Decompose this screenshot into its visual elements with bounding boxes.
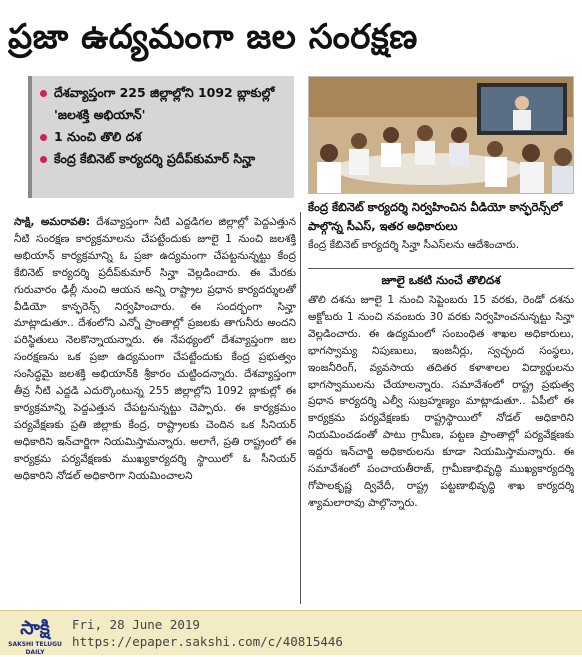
meeting-photo-illustration xyxy=(309,77,574,194)
sakshi-logo xyxy=(6,615,64,656)
highlight-item xyxy=(40,148,288,170)
logo-text: సాక్షి xyxy=(20,617,50,639)
edition-date: Fri, 28 June 2019 xyxy=(72,617,200,632)
section-subheading: జూలై ఒకటి నుంచే తొలిదశ xyxy=(381,273,501,287)
meeting-photo xyxy=(308,76,574,194)
highlight-item xyxy=(40,126,288,148)
article-body-right: తొలి దశను జూలై 1 నుంచి సెప్టెంబరు 15 వరకు, రెండో దశను అక్టోబరు 1 నుంచి నవంబరు 30 వరకు నిర్వహించనున్నట్టు సిన్హా వెల్లడించారు. ఈ ఉద్యమంలో సంబంధిత శాఖల అధికారులు, భాగస్వామ్య నిపుణులు, ఇంజనీర్లు, స్వచ్ఛంద సంస్థలు, ఇంజనీరింగ్, వ్యవసాయ తదితర కళాశాలల విద్యార్థులను భాగస్వాములను చేయాలన్నారు. సమావేశంలో రాష్ట్ర ప్రభుత్వ ప్రధాన కార్యదర్శి ఎల్వీ సుబ్రహ్మణ్యం మాట్లాడుతూ.. ఏపీలో ఈ కార్యక్రమ పర్యవేక్షణకు రాష్ట్రస్థాయిలో నోడల్ అధికారిని నియమించడంతో పాటు గ్రామీణ, పట్టణ ప్రాంతాల్లో పర్యవేక్షణకు ఇద్దరు ఇన్‌చార్జి అధికారులను కూడా నియమిస్తామన్నారు. ఈ సమావేశంలో పంచాయతీరాజ్, గ్రామీణాభివృద్ధి ముఖ్యకార్యదర్శి గోపాలకృష్ణ ద్వివేదీ, రాష్ట్ర పట్టణాభివృద్ధి శాఖ కార్యదర్శి శ్యామలారావు పాల్గొన్నారు. xyxy=(308,294,574,509)
highlights-box xyxy=(28,76,294,198)
article-body-left: దేశవ్యాప్తంగా నీటి ఎద్దడిగల జిల్లాల్లో పెద్దఎత్తున నీటి సంరక్షణ కార్యక్రమాలను చేపట్టేందుకు జూలై 1 నుంచి జలశక్తి అభియాన్ కార్యక్రమాన్ని ఓ ప్రజా ఉద్యమంగా చేపట్టనున్నట్టు కేంద్ర కేబినెట్ కార్యదర్శి ప్రదీప్‌కుమార్ సిన్హా వెల్లడించారు. ఈ మేరకు గురువారం ఢిల్లీ నుంచి ఆయన అన్ని రాష్ట్రాల ప్రధాన కార్యదర్శులతో వీడియో కాన్ఫరెన్స్ నిర్వహించారు. ఈ సందర్భంగా సిన్హా మాట్లాడుతూ.. దేశంలోని ఎన్నో ప్రాంతాల్లో ప్రజలకు తాగునీరు అందని పరిస్థితులు నెలకొన్నాయన్నారు. ఈ నేపథ్యంలో దేశవ్యాప్తంగా జల సంరక్షణను ఒక ప్రజా ఉద్యమంగా చేపట్టేందుకు కేంద్ర ప్రభుత్వం సంసిద్ధమై జలశక్తి అభియాన్‌కి శ్రీకారం చుట్టిందన్నారు. దేశవ్యాప్తంగా తీవ్ర నీటి ఎద్దడి ఎదుర్కొంటున్న 255 జిల్లాల్లోని 1092 బ్లాకుల్లో ఈ కార్యక్రమాన్ని పెద్దఎత్తున చేపట్టనున్నట్టు చెప్పారు. ఈ కార్యక్రమం పర్యవేక్షణకు ప్రతి జిల్లాకు కేంద్ర, రాష్ట్రాలకు చెందిన ఒక సీనియర్ అధికారిని ఇన్‌చార్జిగా నియమిస్తామన్నారు. అలాగే, ప్రతి రాష్ట్రంలో ఈ కార్యక్రమ పర్యవేక్షణకు ముఖ్యకార్యదర్శి స్థాయిలో ఓ సీనియర్ అధికారిని నోడల్ అధికారిగా నియమించాలని xyxy=(14,216,297,482)
article-left-column xyxy=(14,214,296,485)
column-divider xyxy=(300,212,301,604)
epaper-link[interactable]: https://epaper.sakshi.com/c/40815446 xyxy=(72,634,343,649)
headline: ప్రజా ఉద్యమంగా జల సంరక్షణ xyxy=(8,17,418,57)
bullet-icon xyxy=(40,90,47,97)
bullet-icon xyxy=(40,156,47,163)
subhead-rule xyxy=(308,268,574,269)
highlight-text: దేశవ్యాప్తంగా 225 జిల్లాల్లోని 1092 బ్లాకుల్లో 'జలశక్తి అభియాన్' xyxy=(54,85,275,122)
highlight-item xyxy=(40,82,288,126)
article-right-column xyxy=(308,292,574,512)
logo-subtext: SAKSHI TELUGU DAILY xyxy=(8,641,62,656)
bullet-icon xyxy=(40,134,47,141)
dateline: సాక్షి, అమరావతి: xyxy=(14,216,91,228)
photo-caption: కేంద్ర కేబినెట్ కార్యదర్శి నిర్వహించిన వీడియో కాన్ఫరెన్స్‌లో పాల్గొన్న సీఎస్, ఇతర అధికారులు xyxy=(308,200,563,233)
photo-subcaption: కేంద్ర కేబినెట్ కార్యదర్శి సిన్హా సీఎస్‌లను ఆదేశించారు. xyxy=(308,239,520,251)
epaper-footer xyxy=(0,610,582,655)
highlight-text: 1 నుంచి తొలి దశ xyxy=(54,129,142,144)
highlight-text: కేంద్ర కేబినెట్ కార్యదర్శి ప్రదీప్‌కుమార్ సిన్హా xyxy=(54,151,256,166)
